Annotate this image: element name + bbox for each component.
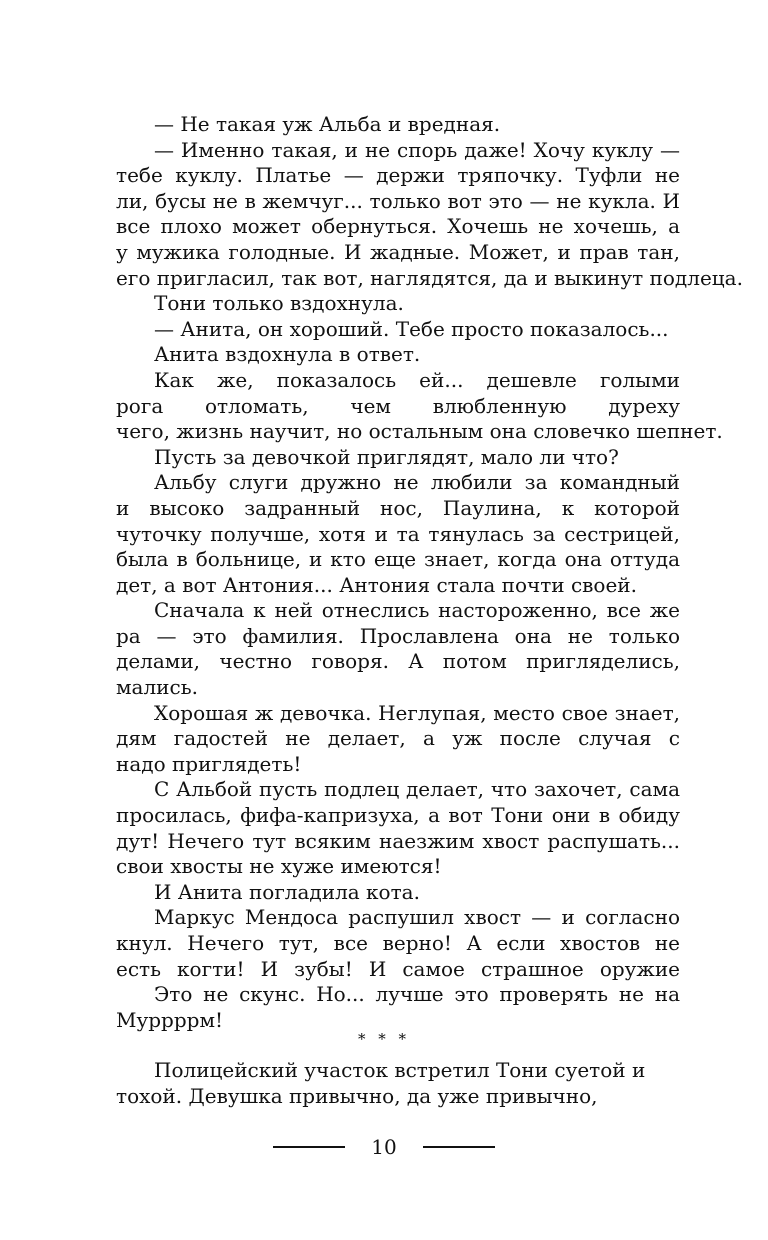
text-line: — Анита, он хороший. Тебе просто показалось... bbox=[154, 316, 669, 341]
text-line: Анита вздохнула в ответ. bbox=[154, 342, 421, 367]
text-line: Полицейский участок встретил Тони суетой и bbox=[154, 1058, 646, 1082]
text-line: делами, честно говоря. А потом пригляделись, bbox=[116, 649, 680, 674]
text-line: Сначала к ней отнеслись настороженно, все же bbox=[154, 598, 680, 623]
body-text-continued bbox=[116, 1058, 680, 1109]
text-line: и высоко задранный нос, Паулина, к которой bbox=[116, 495, 680, 520]
page-footer bbox=[0, 1132, 768, 1162]
text-line: у мужика голодные. И жадные. Может, и прав тан, bbox=[116, 239, 680, 264]
text-line: рога отломать, чем влюбленную дуреху bbox=[116, 393, 680, 418]
text-line: тебе куклу. Платье — держи тряпочку. Туфли не bbox=[116, 163, 680, 188]
text-line: свои хвосты не хуже имеются! bbox=[116, 854, 442, 879]
page-number: 10 bbox=[371, 1135, 397, 1159]
text-line: — Не такая уж Альба и вредная. bbox=[154, 112, 501, 136]
text-line: Это не скунс. Но... лучше это проверять не на bbox=[154, 982, 680, 1007]
text-line: Пусть за девочкой приглядят, мало ли что? bbox=[154, 444, 619, 469]
text-line: Тони только вздохнула. bbox=[154, 291, 404, 316]
text-line: Альбу слуги дружно не любили за командный bbox=[154, 470, 680, 495]
text-line: кнул. Нечего тут, все верно! А если хвостов не bbox=[116, 931, 680, 955]
text-line: тохой. Девушка привычно, да уже привычно, bbox=[116, 1083, 598, 1108]
body-text bbox=[116, 112, 743, 1033]
footer-rule-left bbox=[273, 1146, 345, 1148]
text-line: С Альбой пусть подлец делает, что захочет, сама bbox=[154, 777, 680, 802]
text-line: была в больнице, и кто еще знает, когда она оттуда bbox=[116, 547, 680, 572]
text-line: ли, бусы не в жемчуг... только вот это — не кукла. И bbox=[116, 188, 680, 213]
text-line: дут! Нечего тут всяким наезжим хвост распушать... bbox=[116, 828, 680, 853]
text-line: мались. bbox=[116, 675, 198, 700]
text-line: все плохо может обернуться. Хочешь не хочешь, а bbox=[116, 214, 680, 239]
footer-rule-right bbox=[423, 1146, 495, 1148]
text-line: дет, а вот Антония... Антония стала почти своей. bbox=[116, 572, 637, 597]
text-line: надо приглядеть! bbox=[116, 751, 302, 776]
section-separator: * * * bbox=[357, 1030, 411, 1048]
text-line: Муррррм! bbox=[116, 1007, 224, 1032]
text-line: Маркус Мендоса распушил хвост — и согласно bbox=[154, 905, 680, 930]
text-line: — Именно такая, и не спорь даже! Хочу куклу — bbox=[154, 137, 680, 162]
text-line: дям гадостей не делает, а уж после случая с bbox=[116, 726, 680, 751]
text-line: есть когти! И зубы! И самое страшное оружие bbox=[116, 956, 680, 981]
text-line: просилась, фифа-капризуха, а вот Тони они в обиду bbox=[116, 803, 680, 828]
text-line: его пригласил, так вот, наглядятся, да и выкинут подлеца. bbox=[116, 265, 743, 290]
text-line: И Анита погладила кота. bbox=[154, 879, 420, 904]
text-line: ра — это фамилия. Прославлена она не только bbox=[116, 623, 680, 648]
text-line: чего, жизнь научит, но остальным она словечко шепнет. bbox=[116, 419, 723, 444]
text-line: Как же, показалось ей... дешевле голыми bbox=[154, 367, 680, 392]
text-line: Хорошая ж девочка. Неглупая, место свое знает, bbox=[154, 700, 680, 725]
text-line: чуточку получше, хотя и та тянулась за сестрицей, bbox=[116, 521, 680, 546]
